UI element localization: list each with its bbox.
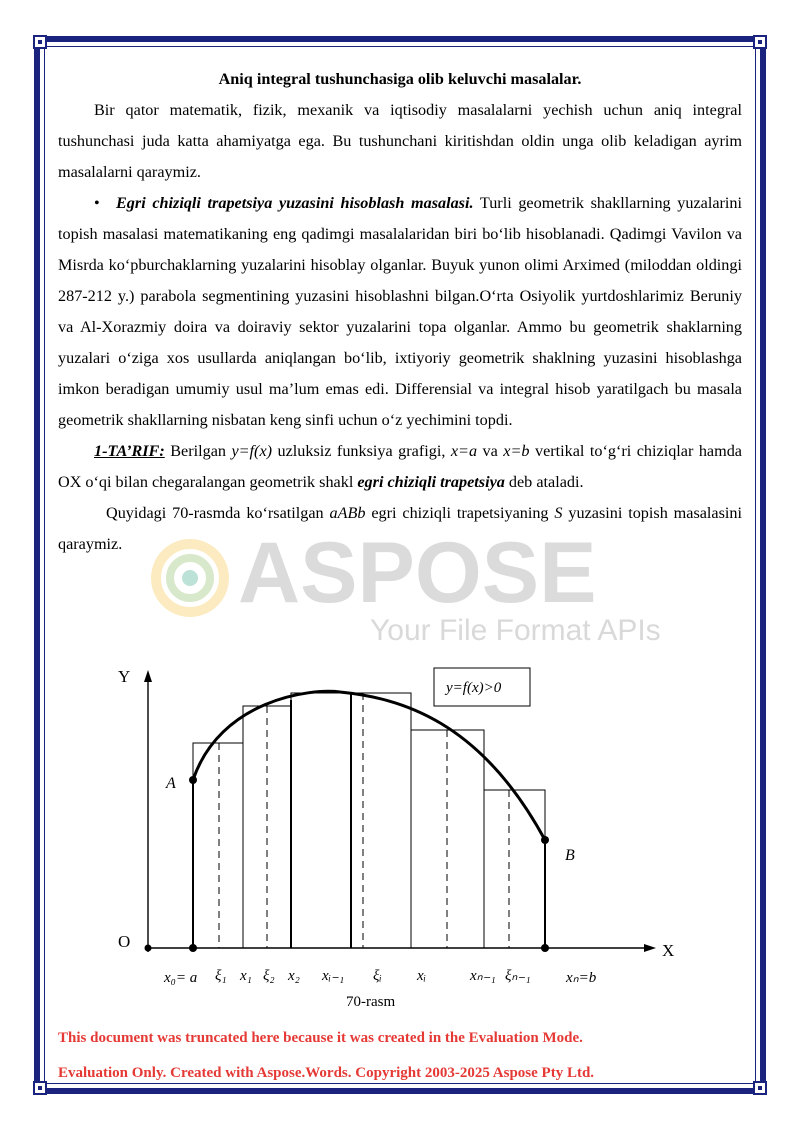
definition-paragraph [58,436,742,498]
tick-label: ξₙ₋₁ [505,968,531,984]
watermark-word: ASPOSE [238,525,597,621]
definition-text: uzluksiz funksiya grafigi, [272,442,451,460]
origin-point [145,945,152,952]
document-body [58,64,742,560]
definition-text: vertikal to‘g‘ri chiziqlar hamda OX o‘qi bilan chegaralangan geometrik shakl [58,442,742,491]
definition-text: deb ataladi. [504,473,584,491]
definition-term: egri chiziqli trapetsiya [357,473,505,491]
point-a-marker [189,776,197,784]
tick-label: x₂ [288,968,300,984]
figure-caption: 70-rasm [346,994,396,1010]
corner-ornament-bottom-right [753,1081,767,1095]
corner-ornament-top-right [753,35,767,49]
legend-label: y=f(x)>0 [446,680,502,696]
trapezoid-figure [100,660,700,1020]
function-curve [193,691,545,840]
bullet-text: Turli geometrik shakllarning yuzalarini topish masalasi matematikaning eng qadimgi masalalaridan biri bo‘lib hisoblanadi. Qadimgi Vavilon va Misrda ko‘pburchaklarning yuzalarini hisoblay olganlar. Buyuk yunon olimi Arximed (miloddan oldingi 287-212 y.) parabola segmentining yuzasini hisoblashni bilgan.O‘rta Osiyolik yurtdoshlarimiz Beruniy va Al-Xorazmiy doira va doiraviy sektor yuzalarini topa olganlar. Ammo bu geometrik shaklarning yuzalari o‘ziga xos usullarda aniqlangan bo‘lib, ixtiyoriy geometrik shaklning yuzasini hisoblashga imkon beradigan umumiy usul ma’lum emas edi. Differensial va integral hisob yaratilgach bu masala geometrik shakllarning nisbatan keng sinfi uchun o‘z yechimini topdi. [58,194,742,429]
bullet-paragraph [58,188,742,436]
copyright-notice: Evaluation Only. Created with Aspose.Words. Copyright 2003-2025 Aspose Pty Ltd. [58,1065,595,1081]
tick-label: ξᵢ [373,968,382,984]
riemann-rect-4 [351,693,411,948]
bullet-mark: • [94,194,100,212]
corner-ornament-top-left [33,35,47,49]
origin-label: O [118,932,131,951]
point-x0-marker [189,944,197,952]
formula-s: S [554,504,563,522]
point-b-marker [541,836,549,844]
truncation-notice: This document was truncated here because it was created in the Evaluation Mode. [58,1030,583,1046]
bullet-heading: Egri chiziqli trapetsiya yuzasini hisoblash masalasi. [116,194,474,212]
x-axis-label: X [662,941,675,960]
formula-yfx: y=f(x) [231,442,273,460]
consider-paragraph [58,498,742,560]
definition-text: va [477,442,504,460]
tick-label: xᵢ [417,968,427,984]
riemann-rect-1 [193,743,243,948]
watermark-tagline: Your File Format APIs [370,614,661,647]
y-axis-arrow-icon [144,670,152,682]
definition-heading: 1-TA’RIF: [94,442,165,460]
consider-text: egri chiziqli trapetsiyaning [365,504,555,522]
tick-label: ξ₁ [215,968,227,984]
definition-text: Berilgan [164,442,232,460]
subdivision-lines [193,692,545,948]
tick-label: xₙ₋₁ [470,968,496,984]
point-xn-marker [541,944,549,952]
formula-xb: x=b [503,442,530,460]
y-axis-label: Y [118,667,131,686]
corner-ornament-bottom-left [33,1081,47,1095]
tick-label: xᵢ₋₁ [322,968,345,984]
tick-label: x₀= a [164,970,198,986]
consider-text: Quyidagi 70-rasmda ko‘rsatilgan [106,504,330,522]
point-a-label: A [166,775,176,792]
formula-xa: x=a [450,442,478,460]
riemann-rectangles [193,693,545,948]
xi-dashed-lines [219,693,509,948]
x-axis-arrow-icon [644,944,656,952]
riemann-rect-3 [291,693,351,948]
tick-label: xₙ=b [566,970,597,986]
point-b-label: B [565,847,575,864]
riemann-rect-6 [484,790,545,948]
formula-aabb: aABb [329,504,366,522]
tick-labels [163,968,597,986]
consider-text: yuzasini topish masalasini qaraymiz. [58,504,742,553]
intro-paragraph: Bir qator matematik, fizik, mexanik va iqtisodiy masalalarni yechish uchun aniq integral tushunchasi juda katta ahamiyatga ega. Bu tushunchani kiritishdan oldin unga olib keladigan ayrim masalalarni qaraymiz. [58,101,742,181]
tick-label: x₁ [240,968,252,984]
tick-label: ξ₂ [263,968,275,984]
document-title: Aniq integral tushunchasiga olib keluvchi masalalar. [218,70,582,88]
